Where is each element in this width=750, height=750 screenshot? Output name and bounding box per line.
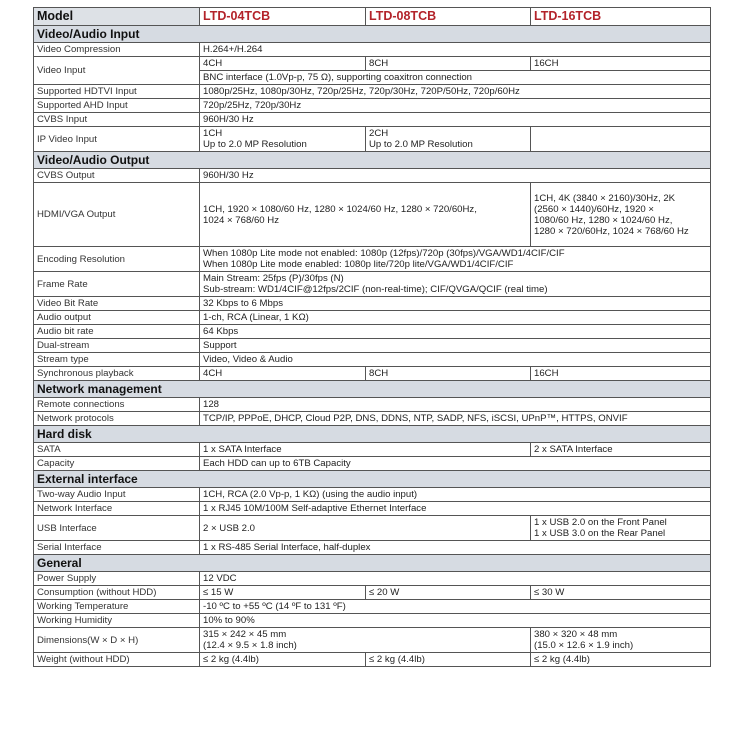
row-label: Capacity <box>34 457 200 471</box>
row-value: H.264+/H.264 <box>200 43 711 57</box>
value-08tcb: 8CH <box>366 57 531 71</box>
row-frame-rate <box>34 272 711 297</box>
value-08tcb: 8CH <box>366 367 531 381</box>
value-16tcb: ≤ 30 W <box>531 586 711 600</box>
value-04tcb: 4CH <box>200 57 366 71</box>
value-04tcb-08tcb: 1 x SATA Interface <box>200 443 531 457</box>
row-working-humidity <box>34 614 711 628</box>
value-08tcb <box>366 127 531 152</box>
row-value: 720p/25Hz, 720p/30Hz <box>200 99 711 113</box>
section-title: Video/Audio Input <box>34 26 711 43</box>
row-value: 1-ch, RCA (Linear, 1 KΩ) <box>200 311 711 325</box>
row-value: BNC interface (1.0Vp-p, 75 Ω), supporting coaxitron connection <box>200 71 711 85</box>
value-16tcb: 2 x SATA Interface <box>531 443 711 457</box>
row-usb-interface <box>34 516 711 541</box>
row-video-input-channels <box>34 57 711 71</box>
section-general <box>34 555 711 572</box>
value-16tcb <box>531 516 711 541</box>
value-line: (15.0 × 12.6 × 1.9 inch) <box>534 640 634 651</box>
value-line: Up to 2.0 MP Resolution <box>369 139 473 150</box>
row-label: Dimensions(W × D × H) <box>34 628 200 653</box>
value-04tcb: 4CH <box>200 367 366 381</box>
row-label: Encoding Resolution <box>34 247 200 272</box>
value-line: 1 x USB 3.0 on the Rear Panel <box>534 528 666 539</box>
row-label: Network protocols <box>34 412 200 426</box>
section-video-audio-output <box>34 152 711 169</box>
value-16tcb <box>531 628 711 653</box>
row-label: CVBS Input <box>34 113 200 127</box>
value-04tcb-08tcb <box>200 628 531 653</box>
row-label: Serial Interface <box>34 541 200 555</box>
value-line: 1CH, 4K (3840 × 2160)/30Hz, 2K <box>534 192 676 204</box>
row-dual-stream <box>34 339 711 353</box>
row-remote-connections <box>34 398 711 412</box>
section-title: Video/Audio Output <box>34 152 711 169</box>
row-label: Synchronous playback <box>34 367 200 381</box>
row-label: Stream type <box>34 353 200 367</box>
row-label: Video Bit Rate <box>34 297 200 311</box>
value-line: (2560 × 1440)/60Hz, 1920 × <box>534 203 655 215</box>
row-power-supply <box>34 572 711 586</box>
value-line: 1080/60 Hz, 1280 × 1024/60 Hz, <box>534 214 673 226</box>
value-line: 380 × 320 × 48 mm <box>534 629 618 640</box>
row-label: Power Supply <box>34 572 200 586</box>
row-label: SATA <box>34 443 200 457</box>
section-title: Network management <box>34 381 711 398</box>
row-label: HDMI/VGA Output <box>34 183 200 247</box>
row-label: Video Compression <box>34 43 200 57</box>
row-value: TCP/IP, PPPoE, DHCP, Cloud P2P, DNS, DDNS, NTP, SADP, NFS, iSCSI, UPnP™, HTTPS, ONVIF <box>200 412 711 426</box>
row-label: Audio bit rate <box>34 325 200 339</box>
row-sata <box>34 443 711 457</box>
spec-sheet <box>33 7 710 667</box>
value-16tcb: 16CH <box>531 57 711 71</box>
value-16tcb <box>531 127 711 152</box>
row-value: 32 Kbps to 6 Mbps <box>200 297 711 311</box>
row-value: Each HDD can up to 6TB Capacity <box>200 457 711 471</box>
row-value: 1080p/25Hz, 1080p/30Hz, 720p/25Hz, 720p/30Hz, 720P/50Hz, 720p/60Hz <box>200 85 711 99</box>
section-external-interface <box>34 471 711 488</box>
row-value: 64 Kbps <box>200 325 711 339</box>
row-label: Frame Rate <box>34 272 200 297</box>
value-line: (12.4 × 9.5 × 1.8 inch) <box>203 640 297 651</box>
row-label: Remote connections <box>34 398 200 412</box>
value-line: 1 x USB 2.0 on the Front Panel <box>534 517 667 528</box>
model-header: Model <box>34 8 200 26</box>
value-04tcb-08tcb <box>200 183 531 247</box>
row-weight <box>34 653 711 667</box>
row-value: 12 VDC <box>200 572 711 586</box>
row-label: Weight (without HDD) <box>34 653 200 667</box>
row-stream-type <box>34 353 711 367</box>
row-hdmi-vga-output <box>34 183 711 247</box>
section-network-management <box>34 381 711 398</box>
row-network-interface <box>34 502 711 516</box>
row-consumption <box>34 586 711 600</box>
section-title: General <box>34 555 711 572</box>
value-16tcb <box>531 183 711 247</box>
value-line: 1CH <box>203 128 223 139</box>
row-ip-video-input <box>34 127 711 152</box>
value-line: 1CH, 1920 × 1080/60 Hz, 1280 × 1024/60 Hz, 1280 × 720/60Hz, <box>203 203 477 215</box>
value-08tcb: ≤ 2 kg (4.4lb) <box>366 653 531 667</box>
row-label: Working Temperature <box>34 600 200 614</box>
row-two-way-audio <box>34 488 711 502</box>
row-value: 1 x RJ45 10M/100M Self-adaptive Ethernet Interface <box>200 502 711 516</box>
product-ltd-16tcb: LTD-16TCB <box>531 8 711 26</box>
row-value: Support <box>200 339 711 353</box>
row-serial-interface <box>34 541 711 555</box>
spec-table <box>33 7 711 667</box>
row-value: 960H/30 Hz <box>200 113 711 127</box>
product-ltd-04tcb: LTD-04TCB <box>200 8 366 26</box>
row-dimensions <box>34 628 711 653</box>
row-value: 1CH, RCA (2.0 Vp-p, 1 KΩ) (using the audio input) <box>200 488 711 502</box>
row-network-protocols <box>34 412 711 426</box>
row-label: Dual-stream <box>34 339 200 353</box>
row-label: Two-way Audio Input <box>34 488 200 502</box>
row-label: USB Interface <box>34 516 200 541</box>
row-ahd-input <box>34 99 711 113</box>
section-title: Hard disk <box>34 426 711 443</box>
row-value: Video, Video & Audio <box>200 353 711 367</box>
row-working-temperature <box>34 600 711 614</box>
row-capacity <box>34 457 711 471</box>
row-label: Network Interface <box>34 502 200 516</box>
value-line: 315 × 242 × 45 mm <box>203 629 287 640</box>
section-title: External interface <box>34 471 711 488</box>
section-hard-disk <box>34 426 711 443</box>
row-value <box>200 247 711 272</box>
value-04tcb: ≤ 15 W <box>200 586 366 600</box>
value-line: When 1080p Lite mode enabled: 1080p lite/720p lite/VGA/WD1/4CIF/CIF <box>203 259 514 270</box>
value-16tcb: 16CH <box>531 367 711 381</box>
row-label: Audio output <box>34 311 200 325</box>
value-line: 1280 × 720/60Hz, 1024 × 768/60 Hz <box>534 225 689 237</box>
value-line: Main Stream: 25fps (P)/30fps (N) <box>203 273 344 284</box>
row-audio-output <box>34 311 711 325</box>
row-value: 10% to 90% <box>200 614 711 628</box>
value-04tcb: ≤ 2 kg (4.4lb) <box>200 653 366 667</box>
value-04tcb <box>200 127 366 152</box>
row-label: Supported AHD Input <box>34 99 200 113</box>
row-label: Working Humidity <box>34 614 200 628</box>
row-encoding-resolution <box>34 247 711 272</box>
value-line: Up to 2.0 MP Resolution <box>203 139 307 150</box>
value-08tcb: ≤ 20 W <box>366 586 531 600</box>
row-label: Consumption (without HDD) <box>34 586 200 600</box>
value-line: 2CH <box>369 128 389 139</box>
row-label: Supported HDTVI Input <box>34 85 200 99</box>
row-video-bit-rate <box>34 297 711 311</box>
row-label: IP Video Input <box>34 127 200 152</box>
row-value: 128 <box>200 398 711 412</box>
row-video-compression <box>34 43 711 57</box>
row-value <box>200 272 711 297</box>
value-16tcb: ≤ 2 kg (4.4lb) <box>531 653 711 667</box>
header-row <box>34 8 711 26</box>
row-value: -10 ºC to +55 ºC (14 ºF to 131 ºF) <box>200 600 711 614</box>
row-cvbs-input <box>34 113 711 127</box>
value-line: 1024 × 768/60 Hz <box>203 214 280 226</box>
value-line: When 1080p Lite mode not enabled: 1080p (12fps)/720p (30fps)/VGA/WD1/4CIF/CIF <box>203 248 565 259</box>
row-label: CVBS Output <box>34 169 200 183</box>
row-audio-bit-rate <box>34 325 711 339</box>
row-synchronous-playback <box>34 367 711 381</box>
section-video-audio-input <box>34 26 711 43</box>
value-04tcb-08tcb: 2 × USB 2.0 <box>200 516 531 541</box>
row-value: 1 x RS-485 Serial Interface, half-duplex <box>200 541 711 555</box>
row-label: Video Input <box>34 57 200 85</box>
row-value: 960H/30 Hz <box>200 169 711 183</box>
row-cvbs-output <box>34 169 711 183</box>
value-line: Sub-stream: WD1/4CIF@12fps/2CIF (non-real-time); CIF/QVGA/QCIF (real time) <box>203 284 548 295</box>
row-hdtvi-input <box>34 85 711 99</box>
product-ltd-08tcb: LTD-08TCB <box>366 8 531 26</box>
